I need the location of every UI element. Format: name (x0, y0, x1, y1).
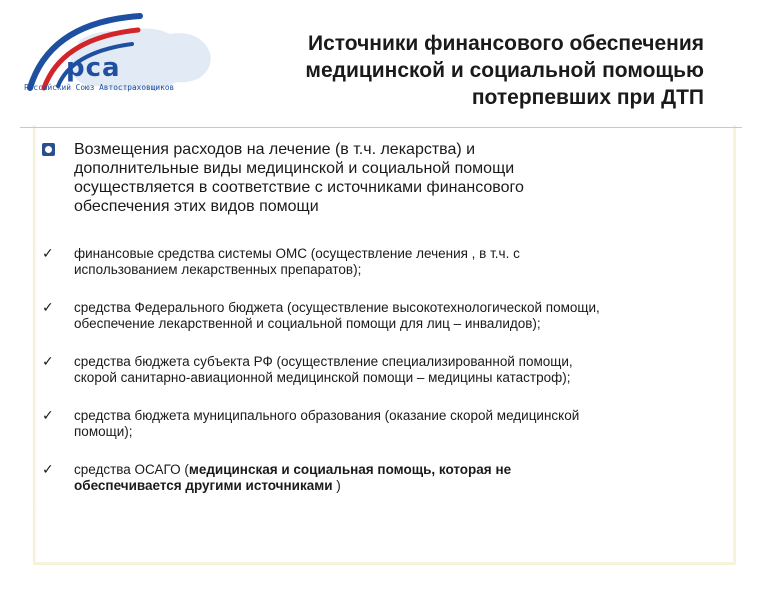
main-point-line-3: осуществляется в соответствие с источниками финансового (74, 179, 524, 196)
main-point-line-1: Возмещения расходов на лечение (в т.ч. лекарства) и (74, 141, 476, 158)
checkbox-bullet-icon (42, 143, 55, 156)
logo-caption: Российский Союз Автостраховщиков (24, 83, 175, 92)
list-item-text-bold: медицинская и социальная помощь, которая не (188, 462, 512, 477)
rsa-logo (20, 10, 230, 120)
list-item-line-2: обеспечение лекарственной и социальной помощи для лиц – инвалидов); (74, 316, 541, 331)
list-item-oms (42, 246, 722, 278)
title-line-3: потерпевших при ДТП (471, 86, 704, 109)
list-item-text-plain: средства ОСАГО ( (74, 462, 189, 477)
main-point-line-2: дополнительные виды медицинской и социальной помощи (74, 160, 515, 177)
list-item-line-1: средства бюджета муниципального образования (оказание скорой медицинской (74, 408, 580, 423)
list-item-text-plain: ) (332, 478, 341, 493)
main-point (42, 140, 702, 216)
frame-bottom-border (33, 562, 736, 565)
page-title (238, 30, 704, 111)
list-item-line-2: использованием лекарственных препаратов); (74, 262, 362, 277)
checkmark-icon: ✓ (42, 300, 54, 316)
list-item-line-2 (74, 478, 722, 494)
list-item-osago (42, 462, 722, 494)
list-item-line-2: помощи); (74, 424, 133, 439)
main-point-line-4: обеспечения этих видов помощи (74, 198, 319, 215)
list-item-line-1 (74, 462, 722, 478)
frame-right-border (733, 125, 736, 565)
list-item-regional-budget (42, 354, 722, 386)
list-item-line-2: скорой санитарно-авиационной медицинской помощи – медицины катастроф); (74, 370, 571, 385)
title-divider (20, 127, 742, 128)
list-item-federal-budget (42, 300, 722, 332)
logo-wordmark: рса (66, 53, 121, 83)
list-item-line-1: финансовые средства системы ОМС (осуществление лечения , в т.ч. с (74, 246, 520, 261)
list-item-line-1: средства бюджета субъекта РФ (осуществление специализированной помощи, (74, 354, 573, 369)
checkmark-icon: ✓ (42, 246, 54, 262)
title-line-1: Источники финансового обеспечения (308, 32, 704, 55)
title-line-2: медицинской и социальной помощью (305, 59, 704, 82)
checkmark-icon: ✓ (42, 462, 54, 478)
checkmark-icon: ✓ (42, 408, 54, 424)
list-item-line-1: средства Федерального бюджета (осуществление высокотехнологической помощи, (74, 300, 600, 315)
frame-left-border (33, 125, 36, 565)
list-item-municipal-budget (42, 408, 722, 440)
checkmark-icon: ✓ (42, 354, 54, 370)
list-item-text-bold: обеспечивается другими источниками (74, 478, 333, 493)
